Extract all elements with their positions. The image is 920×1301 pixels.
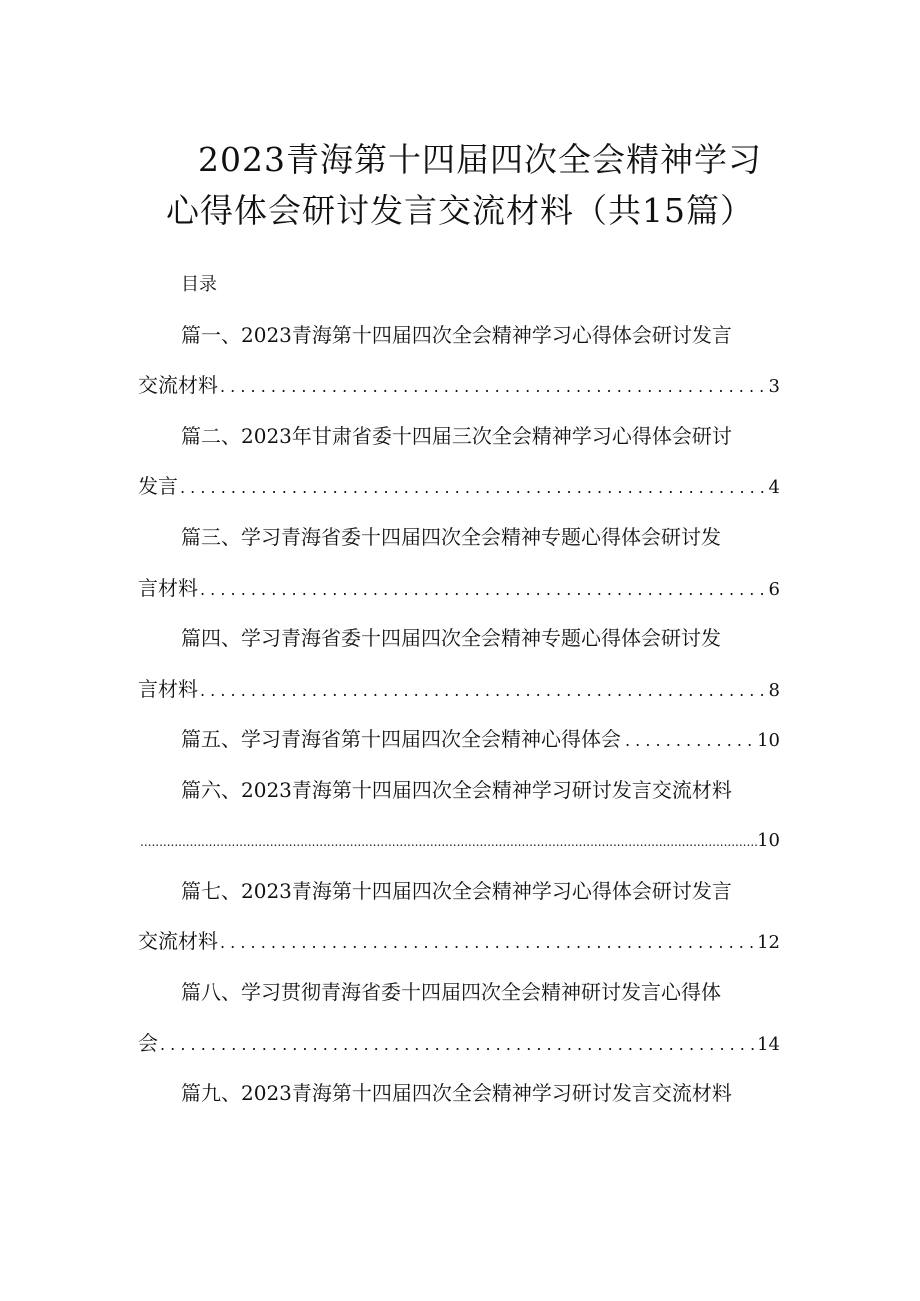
toc-entry-label: 言材料 bbox=[138, 576, 198, 600]
toc-entry-label: 言材料 bbox=[138, 677, 198, 701]
toc-entry-6-title[interactable]: 篇六、2023青海第十四届四次全会精神学习研讨发言交流材料 bbox=[181, 778, 732, 802]
toc-entry-label: 会 bbox=[138, 1031, 158, 1055]
toc-entry-8-title[interactable]: 篇八、学习贯彻青海省委十四届四次全会精神研讨发言心得体 bbox=[181, 980, 721, 1004]
toc-entry-7-title[interactable]: 篇七、2023青海第十四届四次全会精神学习心得体会研讨发言 bbox=[181, 879, 732, 903]
toc-page-number: 6 bbox=[768, 579, 780, 600]
toc-entry-5[interactable] bbox=[181, 724, 780, 756]
toc-dot-leader bbox=[198, 676, 769, 706]
toc-page-number: 3 bbox=[768, 376, 780, 397]
toc-entry-label: 篇五、学习青海省第十四届四次全会精神心得体会 bbox=[181, 727, 621, 751]
toc-page-number: 10 bbox=[757, 730, 780, 751]
toc-entry-label: 交流材料 bbox=[138, 373, 218, 397]
toc-entry-3-continuation[interactable] bbox=[138, 573, 780, 605]
toc-dot-leader bbox=[158, 1030, 757, 1060]
toc-entry-2-title[interactable]: 篇二、2023年甘肃省委十四届三次全会精神学习心得体会研讨 bbox=[181, 424, 732, 448]
toc-page-number: 4 bbox=[768, 477, 780, 498]
toc-entry-3-title[interactable]: 篇三、学习青海省委十四届四次全会精神专题心得体会研讨发 bbox=[181, 525, 721, 549]
toc-page-number: 10 bbox=[757, 830, 780, 851]
toc-dot-leader bbox=[178, 473, 769, 503]
toc-entry-7-continuation[interactable] bbox=[138, 926, 780, 958]
toc-entry-9-title[interactable]: 篇九、2023青海第十四届四次全会精神学习研讨发言交流材料 bbox=[181, 1081, 732, 1105]
toc-heading: 目录 bbox=[181, 274, 217, 295]
toc-dot-leader bbox=[138, 826, 757, 857]
toc-dot-leader bbox=[218, 372, 769, 402]
toc-entry-4-continuation[interactable] bbox=[138, 674, 780, 706]
document-title-line-2: 心得体会研讨发言交流材料（共15篇） bbox=[166, 191, 754, 230]
toc-dot-leader bbox=[621, 726, 757, 756]
toc-dot-leader bbox=[218, 928, 757, 958]
toc-entry-1-continuation[interactable] bbox=[138, 370, 780, 402]
toc-entry-8-continuation[interactable] bbox=[138, 1028, 780, 1060]
toc-page-number: 12 bbox=[757, 932, 780, 953]
document-title-line-1: 2023青海第十四届四次全会精神学习 bbox=[198, 140, 762, 179]
toc-page-number: 14 bbox=[757, 1034, 780, 1055]
toc-entry-label: 交流材料 bbox=[138, 929, 218, 953]
toc-entry-1-title[interactable]: 篇一、2023青海第十四届四次全会精神学习心得体会研讨发言 bbox=[181, 323, 732, 347]
toc-entry-6-continuation[interactable] bbox=[138, 826, 780, 857]
toc-page-number: 8 bbox=[768, 680, 780, 701]
toc-dot-leader bbox=[198, 575, 769, 605]
toc-entry-label: 发言 bbox=[138, 474, 178, 498]
toc-entry-2-continuation[interactable] bbox=[138, 471, 780, 503]
toc-entry-4-title[interactable]: 篇四、学习青海省委十四届四次全会精神专题心得体会研讨发 bbox=[181, 626, 721, 650]
